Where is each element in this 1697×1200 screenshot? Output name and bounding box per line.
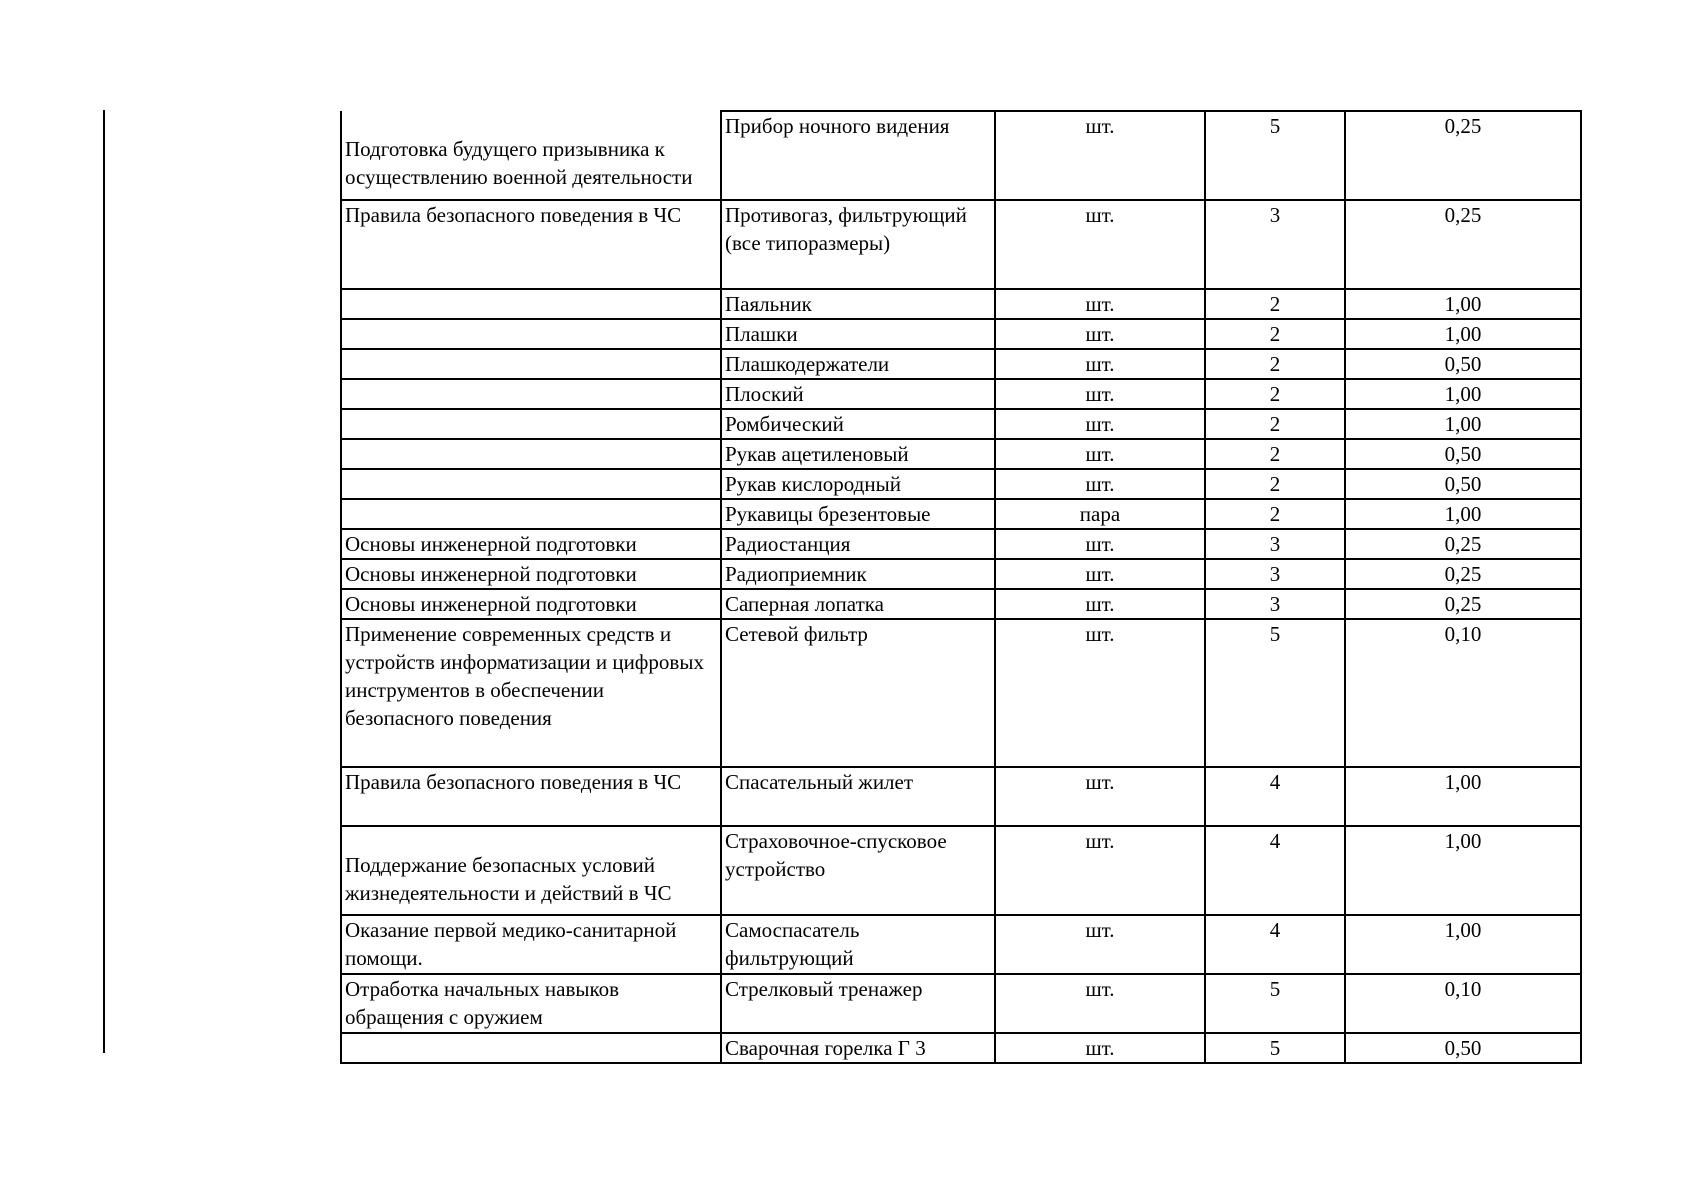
topic-cell (341, 469, 721, 499)
table-row (341, 319, 1581, 349)
table-row (341, 559, 1581, 589)
unit-cell: шт. (995, 469, 1205, 499)
qty-cell: 2 (1205, 289, 1345, 319)
left-margin-rule (103, 110, 105, 1053)
table-row (341, 589, 1581, 619)
item-cell: Спасательный жилет (721, 767, 995, 826)
table-row (341, 349, 1581, 379)
topic-cell (341, 1033, 721, 1063)
item-cell: Рукав кислородный (721, 469, 995, 499)
coef-cell: 0,50 (1345, 349, 1581, 379)
table-row (341, 379, 1581, 409)
coef-cell: 1,00 (1345, 409, 1581, 439)
table-row (341, 111, 1581, 200)
coef-cell: 0,25 (1345, 111, 1581, 200)
topic-cell: Применение современных средств и устройств информатизации и цифровых инструментов в обеспечении безопасного поведения (341, 619, 721, 767)
unit-cell: шт. (995, 529, 1205, 559)
table-row (341, 974, 1581, 1033)
topic-cell: Основы инженерной подготовки (341, 529, 721, 559)
topic-cell (341, 289, 721, 319)
topic-cell: Отработка начальных навыков обращения с оружием (341, 974, 721, 1033)
coef-cell: 1,00 (1345, 767, 1581, 826)
qty-cell: 3 (1205, 589, 1345, 619)
topic-cell: Оказание первой медико-санитарной помощи. (341, 915, 721, 974)
item-cell: Плашки (721, 319, 995, 349)
table-row (341, 289, 1581, 319)
qty-cell: 3 (1205, 200, 1345, 289)
table-row (341, 409, 1581, 439)
table-row (341, 826, 1581, 915)
coef-cell: 0,25 (1345, 559, 1581, 589)
coef-cell: 0,10 (1345, 619, 1581, 767)
unit-cell: шт. (995, 826, 1205, 915)
item-cell: Прибор ночного видения (721, 111, 995, 200)
unit-cell: шт. (995, 111, 1205, 200)
coef-cell: 0,50 (1345, 469, 1581, 499)
qty-cell: 5 (1205, 111, 1345, 200)
item-cell: Паяльник (721, 289, 995, 319)
item-cell: Стрелковый тренажер (721, 974, 995, 1033)
qty-cell: 2 (1205, 439, 1345, 469)
qty-cell: 4 (1205, 915, 1345, 974)
item-cell: Страховочное-спусковое устройство (721, 826, 995, 915)
coef-cell: 0,10 (1345, 974, 1581, 1033)
item-cell: Плашкодержатели (721, 349, 995, 379)
coef-cell: 1,00 (1345, 915, 1581, 974)
unit-cell: шт. (995, 319, 1205, 349)
coef-cell: 1,00 (1345, 826, 1581, 915)
coef-cell: 0,25 (1345, 200, 1581, 289)
topic-cell: Основы инженерной подготовки (341, 589, 721, 619)
qty-cell: 2 (1205, 379, 1345, 409)
unit-cell: шт. (995, 915, 1205, 974)
table-row (341, 619, 1581, 767)
item-cell: Плоский (721, 379, 995, 409)
qty-cell: 2 (1205, 349, 1345, 379)
item-cell: Радиостанция (721, 529, 995, 559)
unit-cell: шт. (995, 289, 1205, 319)
unit-cell: шт. (995, 559, 1205, 589)
coef-cell: 0,25 (1345, 529, 1581, 559)
item-cell: Рукавицы брезентовые (721, 499, 995, 529)
table-row (341, 439, 1581, 469)
table-row (341, 767, 1581, 826)
table-row (341, 1033, 1581, 1063)
topic-cell: Основы инженерной подготовки (341, 559, 721, 589)
coef-cell: 0,25 (1345, 589, 1581, 619)
qty-cell: 5 (1205, 1033, 1345, 1063)
topic-cell (341, 409, 721, 439)
coef-cell: 1,00 (1345, 319, 1581, 349)
topic-cell (341, 349, 721, 379)
unit-cell: шт. (995, 767, 1205, 826)
item-cell: Сетевой фильтр (721, 619, 995, 767)
unit-cell: шт. (995, 439, 1205, 469)
unit-cell: шт. (995, 349, 1205, 379)
item-cell: Радиоприемник (721, 559, 995, 589)
topic-cell: Поддержание безопасных условий жизнедеятельности и действий в ЧС (341, 826, 721, 915)
qty-cell: 5 (1205, 974, 1345, 1033)
item-cell: Саперная лопатка (721, 589, 995, 619)
unit-cell: пара (995, 499, 1205, 529)
qty-cell: 4 (1205, 826, 1345, 915)
equipment-table (340, 110, 1582, 1064)
table-row (341, 200, 1581, 289)
item-cell: Противогаз, фильтрующий (все типоразмеры) (721, 200, 995, 289)
coef-cell: 1,00 (1345, 379, 1581, 409)
qty-cell: 2 (1205, 499, 1345, 529)
qty-cell: 5 (1205, 619, 1345, 767)
item-cell: Рукав ацетиленовый (721, 439, 995, 469)
qty-cell: 4 (1205, 767, 1345, 826)
topic-cell: Подготовка будущего призывника к осуществлению военной деятельности (341, 111, 721, 200)
qty-cell: 2 (1205, 319, 1345, 349)
unit-cell: шт. (995, 589, 1205, 619)
unit-cell: шт. (995, 409, 1205, 439)
topic-cell (341, 439, 721, 469)
topic-cell: Правила безопасного поведения в ЧС (341, 200, 721, 289)
coef-cell: 1,00 (1345, 289, 1581, 319)
item-cell: Сварочная горелка Г 3 (721, 1033, 995, 1063)
qty-cell: 3 (1205, 559, 1345, 589)
table-row (341, 499, 1581, 529)
qty-cell: 3 (1205, 529, 1345, 559)
item-cell: Самоспасатель фильтрующий (721, 915, 995, 974)
table-row (341, 915, 1581, 974)
coef-cell: 0,50 (1345, 439, 1581, 469)
unit-cell: шт. (995, 379, 1205, 409)
table-row (341, 469, 1581, 499)
item-cell: Ромбический (721, 409, 995, 439)
topic-cell (341, 319, 721, 349)
coef-cell: 1,00 (1345, 499, 1581, 529)
topic-cell (341, 379, 721, 409)
coef-cell: 0,50 (1345, 1033, 1581, 1063)
unit-cell: шт. (995, 200, 1205, 289)
unit-cell: шт. (995, 974, 1205, 1033)
unit-cell: шт. (995, 1033, 1205, 1063)
unit-cell: шт. (995, 619, 1205, 767)
table-row (341, 529, 1581, 559)
qty-cell: 2 (1205, 409, 1345, 439)
topic-cell: Правила безопасного поведения в ЧС (341, 767, 721, 826)
topic-cell (341, 499, 721, 529)
qty-cell: 2 (1205, 469, 1345, 499)
